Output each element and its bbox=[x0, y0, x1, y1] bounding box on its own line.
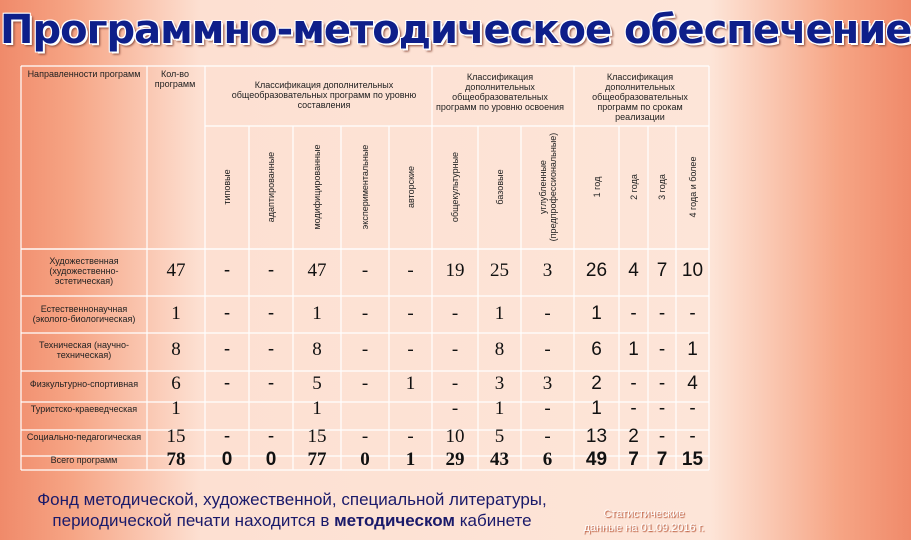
cell-r4-c2: - bbox=[223, 373, 231, 394]
subheader-4: экспериментальные bbox=[360, 144, 370, 230]
header-count: Кол-во программ bbox=[154, 69, 196, 89]
subheader-12: 4 года и более bbox=[687, 156, 698, 218]
cell-r3-c10: 6 bbox=[591, 339, 602, 360]
cell-r2-c7: - bbox=[451, 303, 459, 324]
cell-r2-c1: 1 bbox=[171, 303, 181, 324]
cell-r6-c10: 13 bbox=[585, 426, 608, 447]
cell-r1-c11: 4 bbox=[628, 260, 639, 281]
cell-r1-c10: 26 bbox=[585, 260, 608, 281]
subheader-7: базовые bbox=[494, 169, 505, 205]
cell-r1-c2: - bbox=[223, 260, 231, 281]
cell-r3-c6: - bbox=[407, 339, 414, 360]
page-title: Программно-методическое обеспечение bbox=[0, 7, 911, 53]
cell-r7-c9: 6 bbox=[542, 449, 553, 470]
cell-r4-c3: - bbox=[267, 373, 275, 394]
cell-r7-c1: 78 bbox=[166, 449, 186, 470]
cell-r2-c4: 1 bbox=[312, 303, 322, 324]
footer-line2-prefix: периодической печати находится в bbox=[52, 511, 335, 530]
cell-r3-c8: 8 bbox=[494, 339, 505, 360]
cell-r7-c6: 1 bbox=[405, 449, 416, 470]
cell-r2-c3: - bbox=[267, 303, 275, 324]
cell-r4-c1: 6 bbox=[171, 373, 181, 394]
header-direction: Направленности программ bbox=[27, 69, 141, 79]
cell-r5-c11: - bbox=[630, 398, 637, 419]
cell-r3-c7: - bbox=[451, 339, 459, 360]
cell-r2-c8: 1 bbox=[494, 303, 505, 324]
cell-r6-c13: - bbox=[689, 426, 696, 447]
cell-r6-c4: 15 bbox=[307, 426, 327, 447]
cell-r6-c8: 5 bbox=[494, 426, 505, 447]
cell-r3-c13: 1 bbox=[687, 339, 698, 360]
cell-r6-c5: - bbox=[361, 426, 369, 447]
row-label-2: Естественнонаучная (эколого-биологическая) bbox=[32, 304, 136, 324]
cell-r6-c1: 15 bbox=[166, 426, 186, 447]
subheader-11: 3 года bbox=[657, 174, 667, 200]
cell-r1-c6: - bbox=[407, 260, 414, 281]
row-label-6: Социально-педагогическая bbox=[26, 432, 142, 442]
cell-r3-c4: 8 bbox=[312, 339, 322, 360]
cell-r5-c4: 1 bbox=[312, 398, 322, 419]
cell-r3-c1: 8 bbox=[171, 339, 181, 360]
stats-line1: Статистические bbox=[603, 508, 685, 520]
cell-r7-c5: 0 bbox=[360, 449, 370, 470]
cell-r3-c5: - bbox=[361, 339, 369, 360]
stats-note bbox=[574, 507, 714, 535]
cell-r1-c8: 25 bbox=[490, 260, 509, 281]
subheader-1: типовые bbox=[222, 169, 232, 205]
cell-r7-c13: 15 bbox=[681, 449, 704, 470]
cell-r1-c5: - bbox=[361, 260, 369, 281]
subheader-6: общекультурные bbox=[450, 151, 460, 223]
cell-r7-c12: 7 bbox=[656, 449, 668, 470]
footer-line2-bold: методическом bbox=[334, 511, 455, 530]
cell-r5-c13: - bbox=[689, 398, 696, 419]
cell-r4-c11: - bbox=[630, 373, 637, 394]
footer-line1: Фонд методической, художественной, специальной литературы, bbox=[37, 490, 547, 509]
cell-r2-c12: - bbox=[658, 303, 666, 324]
cell-r2-c13: - bbox=[689, 303, 696, 324]
cell-r4-c8: 3 bbox=[494, 373, 505, 394]
cell-r3-c11: 1 bbox=[628, 339, 639, 360]
cell-r7-c2: 0 bbox=[221, 449, 233, 470]
cell-r2-c10: 1 bbox=[591, 303, 602, 324]
row-label-4: Физкультурно-спортивная bbox=[29, 379, 139, 389]
cell-r5-c10: 1 bbox=[591, 398, 602, 419]
subheader-9: 1 год bbox=[591, 176, 602, 198]
cell-r6-c12: - bbox=[658, 426, 666, 447]
row-label-7: Всего программ bbox=[50, 455, 118, 465]
cell-r4-c10: 2 bbox=[591, 373, 602, 394]
stats-line2: данные на 01.09.2016 г. bbox=[583, 522, 705, 534]
cell-r4-c6: 1 bbox=[405, 373, 416, 394]
cell-r5-c1: 1 bbox=[171, 398, 181, 419]
cell-r2-c11: - bbox=[630, 303, 637, 324]
cell-r3-c2: - bbox=[223, 339, 231, 360]
header-group-level: Классификация дополнительных общеобразовательных программ по уровню составления bbox=[231, 80, 417, 110]
cell-r4-c9: 3 bbox=[542, 373, 553, 394]
cell-r7-c8: 43 bbox=[490, 449, 509, 470]
cell-r4-c4: 5 bbox=[312, 373, 322, 394]
cell-r6-c3: - bbox=[267, 426, 275, 447]
cell-r1-c1: 47 bbox=[166, 260, 186, 281]
cell-r6-c6: - bbox=[407, 426, 414, 447]
header-group-terms: Классификация дополнительных общеобразовательных программ по срокам реализации bbox=[592, 72, 688, 122]
row-label-3: Техническая (научно-техническая) bbox=[38, 340, 130, 360]
subheader-3: модифицированные bbox=[312, 144, 322, 230]
cell-r4-c5: - bbox=[361, 373, 369, 394]
cell-r3-c3: - bbox=[267, 339, 275, 360]
cell-r2-c6: - bbox=[407, 303, 414, 324]
row-label-5: Туристско-краеведческая bbox=[30, 404, 138, 414]
cell-r6-c7: 10 bbox=[445, 426, 465, 447]
header-group-content: Классификация дополнительных общеобразовательных программ по уровню освоения bbox=[436, 72, 564, 112]
cell-r4-c13: 4 bbox=[687, 373, 698, 394]
cell-r5-c8: 1 bbox=[494, 398, 505, 419]
cell-r3-c12: - bbox=[658, 339, 666, 360]
cell-r2-c9: - bbox=[544, 303, 551, 324]
cell-r1-c4: 47 bbox=[307, 260, 327, 281]
cell-r7-c4: 77 bbox=[307, 449, 327, 470]
row-label-1: Художественная (художественно-эстетическая) bbox=[49, 256, 119, 286]
cell-r5-c7: - bbox=[451, 398, 459, 419]
subheader-8: углубленные (предпрофессиональные) bbox=[537, 132, 558, 242]
cell-r1-c3: - bbox=[267, 260, 275, 281]
cell-r4-c7: - bbox=[451, 373, 459, 394]
cell-r7-c7: 29 bbox=[445, 449, 465, 470]
program-table bbox=[21, 66, 709, 470]
cell-r6-c11: 2 bbox=[628, 426, 639, 447]
cell-r5-c12: - bbox=[658, 398, 666, 419]
cell-r1-c9: 3 bbox=[542, 260, 553, 281]
cell-r2-c2: - bbox=[223, 303, 231, 324]
cell-r3-c9: - bbox=[544, 339, 551, 360]
cell-r4-c12: - bbox=[658, 373, 666, 394]
subheader-5: авторские bbox=[405, 165, 416, 209]
footer-line2-suffix: кабинете bbox=[455, 511, 532, 530]
footer-note bbox=[12, 489, 572, 531]
cell-r5-c9: - bbox=[544, 398, 551, 419]
subheader-2: адаптированные bbox=[266, 151, 276, 223]
cell-r2-c5: - bbox=[361, 303, 369, 324]
cell-r1-c12: 7 bbox=[656, 260, 668, 281]
cell-r1-c7: 19 bbox=[445, 260, 465, 281]
cell-r7-c3: 0 bbox=[265, 449, 277, 470]
cell-r1-c13: 10 bbox=[681, 260, 704, 281]
subheader-10: 2 года bbox=[628, 174, 639, 200]
cell-r6-c9: - bbox=[544, 426, 551, 447]
cell-r7-c10: 49 bbox=[585, 449, 608, 470]
cell-r6-c2: - bbox=[223, 426, 231, 447]
cell-r7-c11: 7 bbox=[628, 449, 639, 470]
